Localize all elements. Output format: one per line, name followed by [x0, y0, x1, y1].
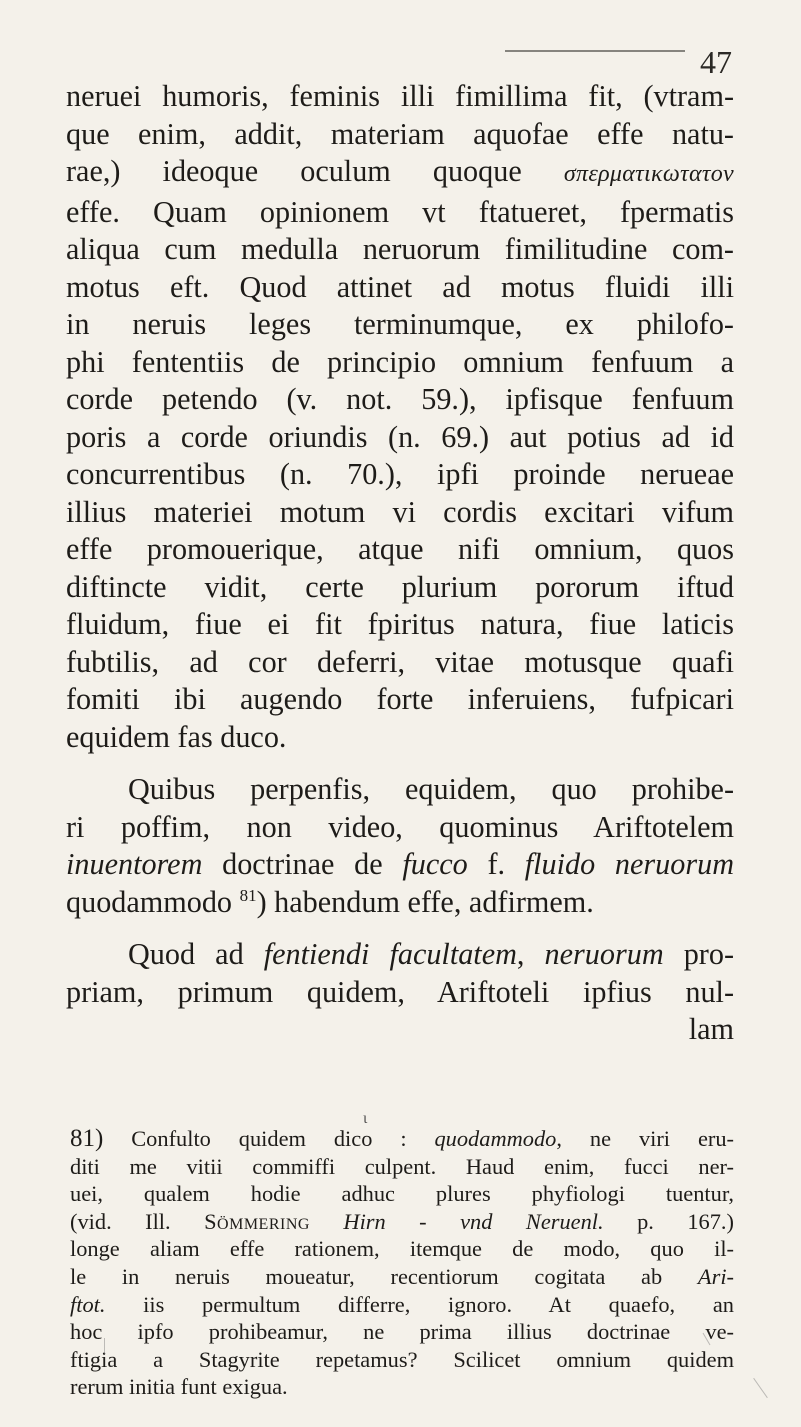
- footnote: [70, 1125, 734, 1401]
- book-title: Hirn - vnd Neruenl.: [343, 1208, 604, 1234]
- italic-run: inuentorem: [66, 847, 203, 881]
- text-line: corde petendo (v. not. 59.), ipfisque fenfuum: [66, 382, 734, 416]
- text-line: neruei humoris, feminis illi fimillima fit, (vtram-: [66, 79, 734, 113]
- text-line: aliqua cum medulla neruorum fimilitudine com-: [66, 232, 734, 266]
- text-line: priam, primum quidem, Ariftoteli ipfius nul-: [66, 974, 734, 1009]
- footnote-line: uei, qualem hodie adhuc plures phyfiologi tuentur,: [70, 1181, 734, 1207]
- footnote-line: longe aliam effe rationem, itemque de modo, quo il-: [70, 1236, 734, 1262]
- text-run: pro-: [663, 937, 735, 971]
- footnote-run: Confulto quidem dico :: [131, 1126, 435, 1151]
- page-number: 47: [700, 44, 732, 80]
- footnote-run: le in neruis moueatur, recentiorum cogitata ab: [70, 1263, 698, 1289]
- printer-mark: ɩ: [363, 1110, 368, 1127]
- text-line: ri poffim, non video, quominus Ariftotelem: [66, 809, 734, 844]
- text-line: motus eft. Quod attinet ad motus fluidi illi: [66, 269, 734, 304]
- text-run: rae,) ideoque oculum quoque: [66, 154, 564, 188]
- text-line: poris a corde oriundis (n. 69.) aut potius ad id: [66, 419, 734, 454]
- text-line: fubtilis, ad cor deferri, vitae motusque quafi: [66, 644, 734, 679]
- footnote-line: [70, 1291, 734, 1319]
- footnote-italic: quodammodo: [434, 1126, 557, 1151]
- paper-mark: [104, 1338, 105, 1354]
- italic-run: fentiendi facultatem: [263, 937, 517, 971]
- text-line: effe promouerique, atque nifi omnium, quos: [66, 532, 734, 566]
- footnote-run: iis permultum differre, ignoro. At quaefo, an: [105, 1291, 734, 1317]
- text-line: effe. Quam opinionem vt ftatueret, fpermatis: [66, 194, 734, 229]
- text-run: doctrinae de: [202, 847, 403, 881]
- footnote-run: p. 167.): [603, 1208, 734, 1234]
- paper-mark: [753, 1378, 768, 1398]
- footnote-line: hoc ipfo prohibeamur, ne prima illius doctrinae ve-: [70, 1319, 734, 1345]
- footnote-italic: ftot.: [70, 1291, 106, 1317]
- text-line: fluidum, fiue ei fit fpiritus natura, fiue laticis: [66, 607, 734, 641]
- text-line: in neruis leges terminumque, ex philofo-: [66, 307, 734, 341]
- text-line: diftincte vidit, certe plurium pororum iftud: [66, 569, 734, 604]
- text-line: [66, 884, 734, 922]
- footnote-run: [310, 1209, 343, 1234]
- text-line: [66, 153, 734, 194]
- footnote-italic: Ari-: [697, 1263, 734, 1289]
- footnote-line: [70, 1125, 734, 1153]
- catchword: lam: [688, 1012, 734, 1046]
- main-text: [66, 78, 734, 1049]
- footnote-line: rerum initia funt exigua.: [70, 1374, 288, 1400]
- text-line: Quibus perpenfis, equidem, quo prohibe-: [128, 772, 734, 806]
- text-line: que enim, addit, materiam aquofae effe natu-: [66, 116, 734, 151]
- header-rule: [505, 50, 685, 52]
- greek-word: σπερματικωτατον: [563, 161, 734, 187]
- footnote-ref[interactable]: 81: [239, 885, 257, 905]
- text-run: ,: [516, 937, 545, 971]
- text-run: f.: [467, 847, 525, 881]
- footnote-line: ftigia a Stagyrite repetamus? Scilicet omnium quidem: [70, 1346, 734, 1372]
- text-line: fomiti ibi augendo forte inferuiens, fufpicari: [66, 682, 734, 716]
- text-line: phi fententiis de principio omnium fenfuum a: [66, 344, 734, 379]
- footnote-run: (vid. Ill.: [70, 1208, 205, 1234]
- text-run: Quod ad: [128, 937, 264, 971]
- text-line: [66, 936, 734, 974]
- footnote-line: diti me vitii commiffi culpent. Haud enim, fucci ner-: [70, 1153, 734, 1179]
- author-name: Sömmering: [204, 1208, 310, 1234]
- text-line: [66, 846, 734, 884]
- text-line: equidem fas duco.: [66, 719, 287, 754]
- footnote-line: [70, 1263, 734, 1291]
- text-run: ) habendum effe, adfirmem.: [256, 884, 594, 919]
- footnote-line: [70, 1208, 734, 1236]
- italic-run: neruorum: [544, 937, 664, 971]
- text-line: illius materiei motum vi cordis excitari vifum: [66, 494, 734, 529]
- footnote-number: 81): [70, 1125, 104, 1152]
- italic-run: fluido neruorum: [524, 847, 734, 881]
- text-run: quodammodo: [66, 884, 240, 919]
- footnote-run: , ne viri eru-: [556, 1126, 734, 1151]
- text-line: concurrentibus (n. 70.), ipfi proinde nerueae: [66, 457, 734, 491]
- italic-run: fucco: [402, 847, 468, 881]
